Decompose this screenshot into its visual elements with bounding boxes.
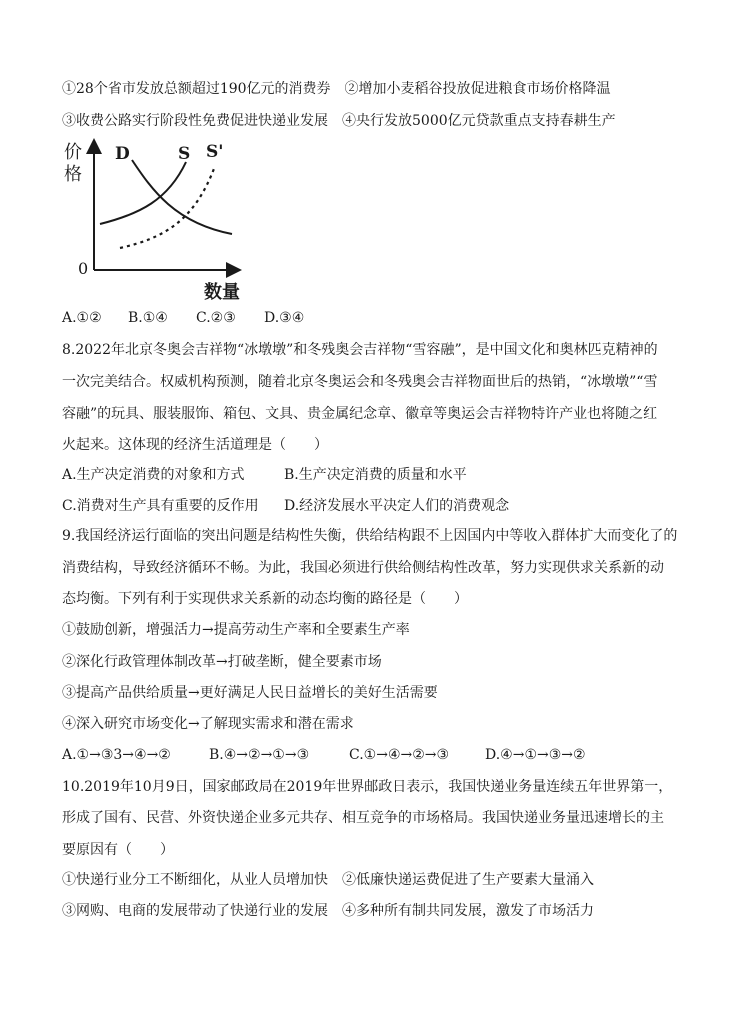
q10-option-1: ①快递行业分工不断细化，从业人员增加快 — [62, 872, 328, 888]
supply-demand-graph — [60, 138, 260, 303]
q10-option-3: ③网购、电商的发展带动了快递行业的发展 — [62, 903, 328, 919]
q10-stem-line-2: 形成了国有、民营、外资快递企业多元共存、相互竞争的市场格局。我国快递业务量迅速增长的主 — [62, 810, 664, 826]
option-1: ①28个省市发放总额超过190亿元的消费券 — [62, 81, 331, 97]
option-3: ③收费公路实行阶段性免费促进快递业发展 — [62, 113, 328, 129]
origin-label: 0 — [78, 259, 89, 278]
graph-axes-and-curves — [60, 138, 260, 303]
q10-stem-line-1: 10.2019年10月9日，国家邮政局在2019年世界邮政日表示，我国快递业务量连续五年世界第一， — [62, 779, 673, 795]
q10-stem-line-3: 要原因有（ ） — [62, 842, 174, 858]
option-row-1 — [62, 80, 611, 98]
q8-stem-line-4: 火起来。这体现的经济生活道理是（ ） — [62, 437, 328, 453]
supply-curve-label: S — [178, 144, 191, 164]
q9-answer-a: A.①→③3→④→② — [62, 747, 171, 763]
q7-answer-b: B.①④ — [128, 310, 168, 326]
q8-option-row-1 — [62, 466, 467, 484]
q10-option-row-1 — [62, 871, 594, 889]
q8-stem-line-1: 8.2022年北京冬奥会吉祥物“冰墩墩”和冬残奥会吉祥物“雪容融”，是中国文化和奥林匹克精神的 — [62, 342, 658, 358]
q8-stem-line-3: 容融”的玩具、服装服饰、箱包、文具、贵金属纪念章、徽章等奥运会吉祥物特许产业也将随之红 — [62, 406, 658, 422]
supply-curve — [100, 162, 186, 224]
q9-answer-d: D.④→①→③→② — [485, 747, 586, 763]
new-supply-curve-label: S' — [206, 142, 224, 162]
q8-option-row-2 — [62, 497, 509, 515]
q10-option-2: ②低廉快递运费促进了生产要素大量涌入 — [342, 872, 594, 888]
q7-answer-row — [62, 309, 304, 327]
option-4: ④央行发放5000亿元贷款重点支持春耕生产 — [342, 113, 616, 129]
q8-option-d: D.经济发展水平决定人们的消费观念 — [284, 498, 510, 514]
q8-option-a: A.生产决定消费的对象和方式 — [62, 467, 245, 483]
q8-option-c: C.消费对生产具有重要的反作用 — [62, 498, 259, 514]
option-row-2 — [62, 112, 616, 130]
q8-stem-line-2: 一次完美结合。权威机构预测，随着北京冬奥运会和冬残奥会吉祥物面世后的热销，“冰墩墩”“雪 — [62, 374, 658, 390]
q9-stem-line-3: 态均衡。下列有利于实现供求关系新的动态均衡的路径是（ ） — [62, 591, 468, 607]
y-axis-label-2: 格 — [64, 164, 82, 185]
q9-item-3: ③提高产品供给质量→更好满足人民日益增长的美好生活需要 — [62, 685, 438, 701]
y-axis-label-1: 价 — [64, 142, 82, 163]
option-2: ②增加小麦稻谷投放促进粮食市场价格降温 — [344, 81, 611, 97]
q7-answer-a: A.①② — [62, 310, 102, 326]
q9-stem-line-2: 消费结构，导致经济循环不畅。为此，我国必须进行供给侧结构性改革，努力实现供求关系新的动 — [62, 560, 664, 576]
q7-answer-d: D.③④ — [264, 310, 305, 326]
x-axis-label: 数量 — [204, 282, 240, 303]
q9-stem-line-1: 9.我国经济运行面临的突出问题是结构性失衡，供给结构跟不上因国内中等收入群体扩大而变化了的 — [62, 528, 678, 544]
q9-answer-b: B.④→②→①→③ — [209, 747, 310, 763]
q9-item-2: ②深化行政管理体制改革→打破垄断，健全要素市场 — [62, 654, 382, 670]
demand-curve-label: D — [115, 144, 130, 164]
q9-answer-c: C.①→④→②→③ — [349, 747, 450, 763]
new-supply-curve — [120, 166, 215, 248]
q9-answer-row — [62, 746, 586, 764]
q10-option-4: ④多种所有制共同发展，激发了市场活力 — [342, 903, 594, 919]
q8-option-b: B.生产决定消费的质量和水平 — [284, 467, 467, 483]
q9-item-1: ①鼓励创新，增强活力→提高劳动生产率和全要素生产率 — [62, 622, 410, 638]
q10-option-row-2 — [62, 902, 594, 920]
q9-item-4: ④深入研究市场变化→了解现实需求和潜在需求 — [62, 716, 354, 732]
q7-answer-c: C.②③ — [196, 310, 236, 326]
